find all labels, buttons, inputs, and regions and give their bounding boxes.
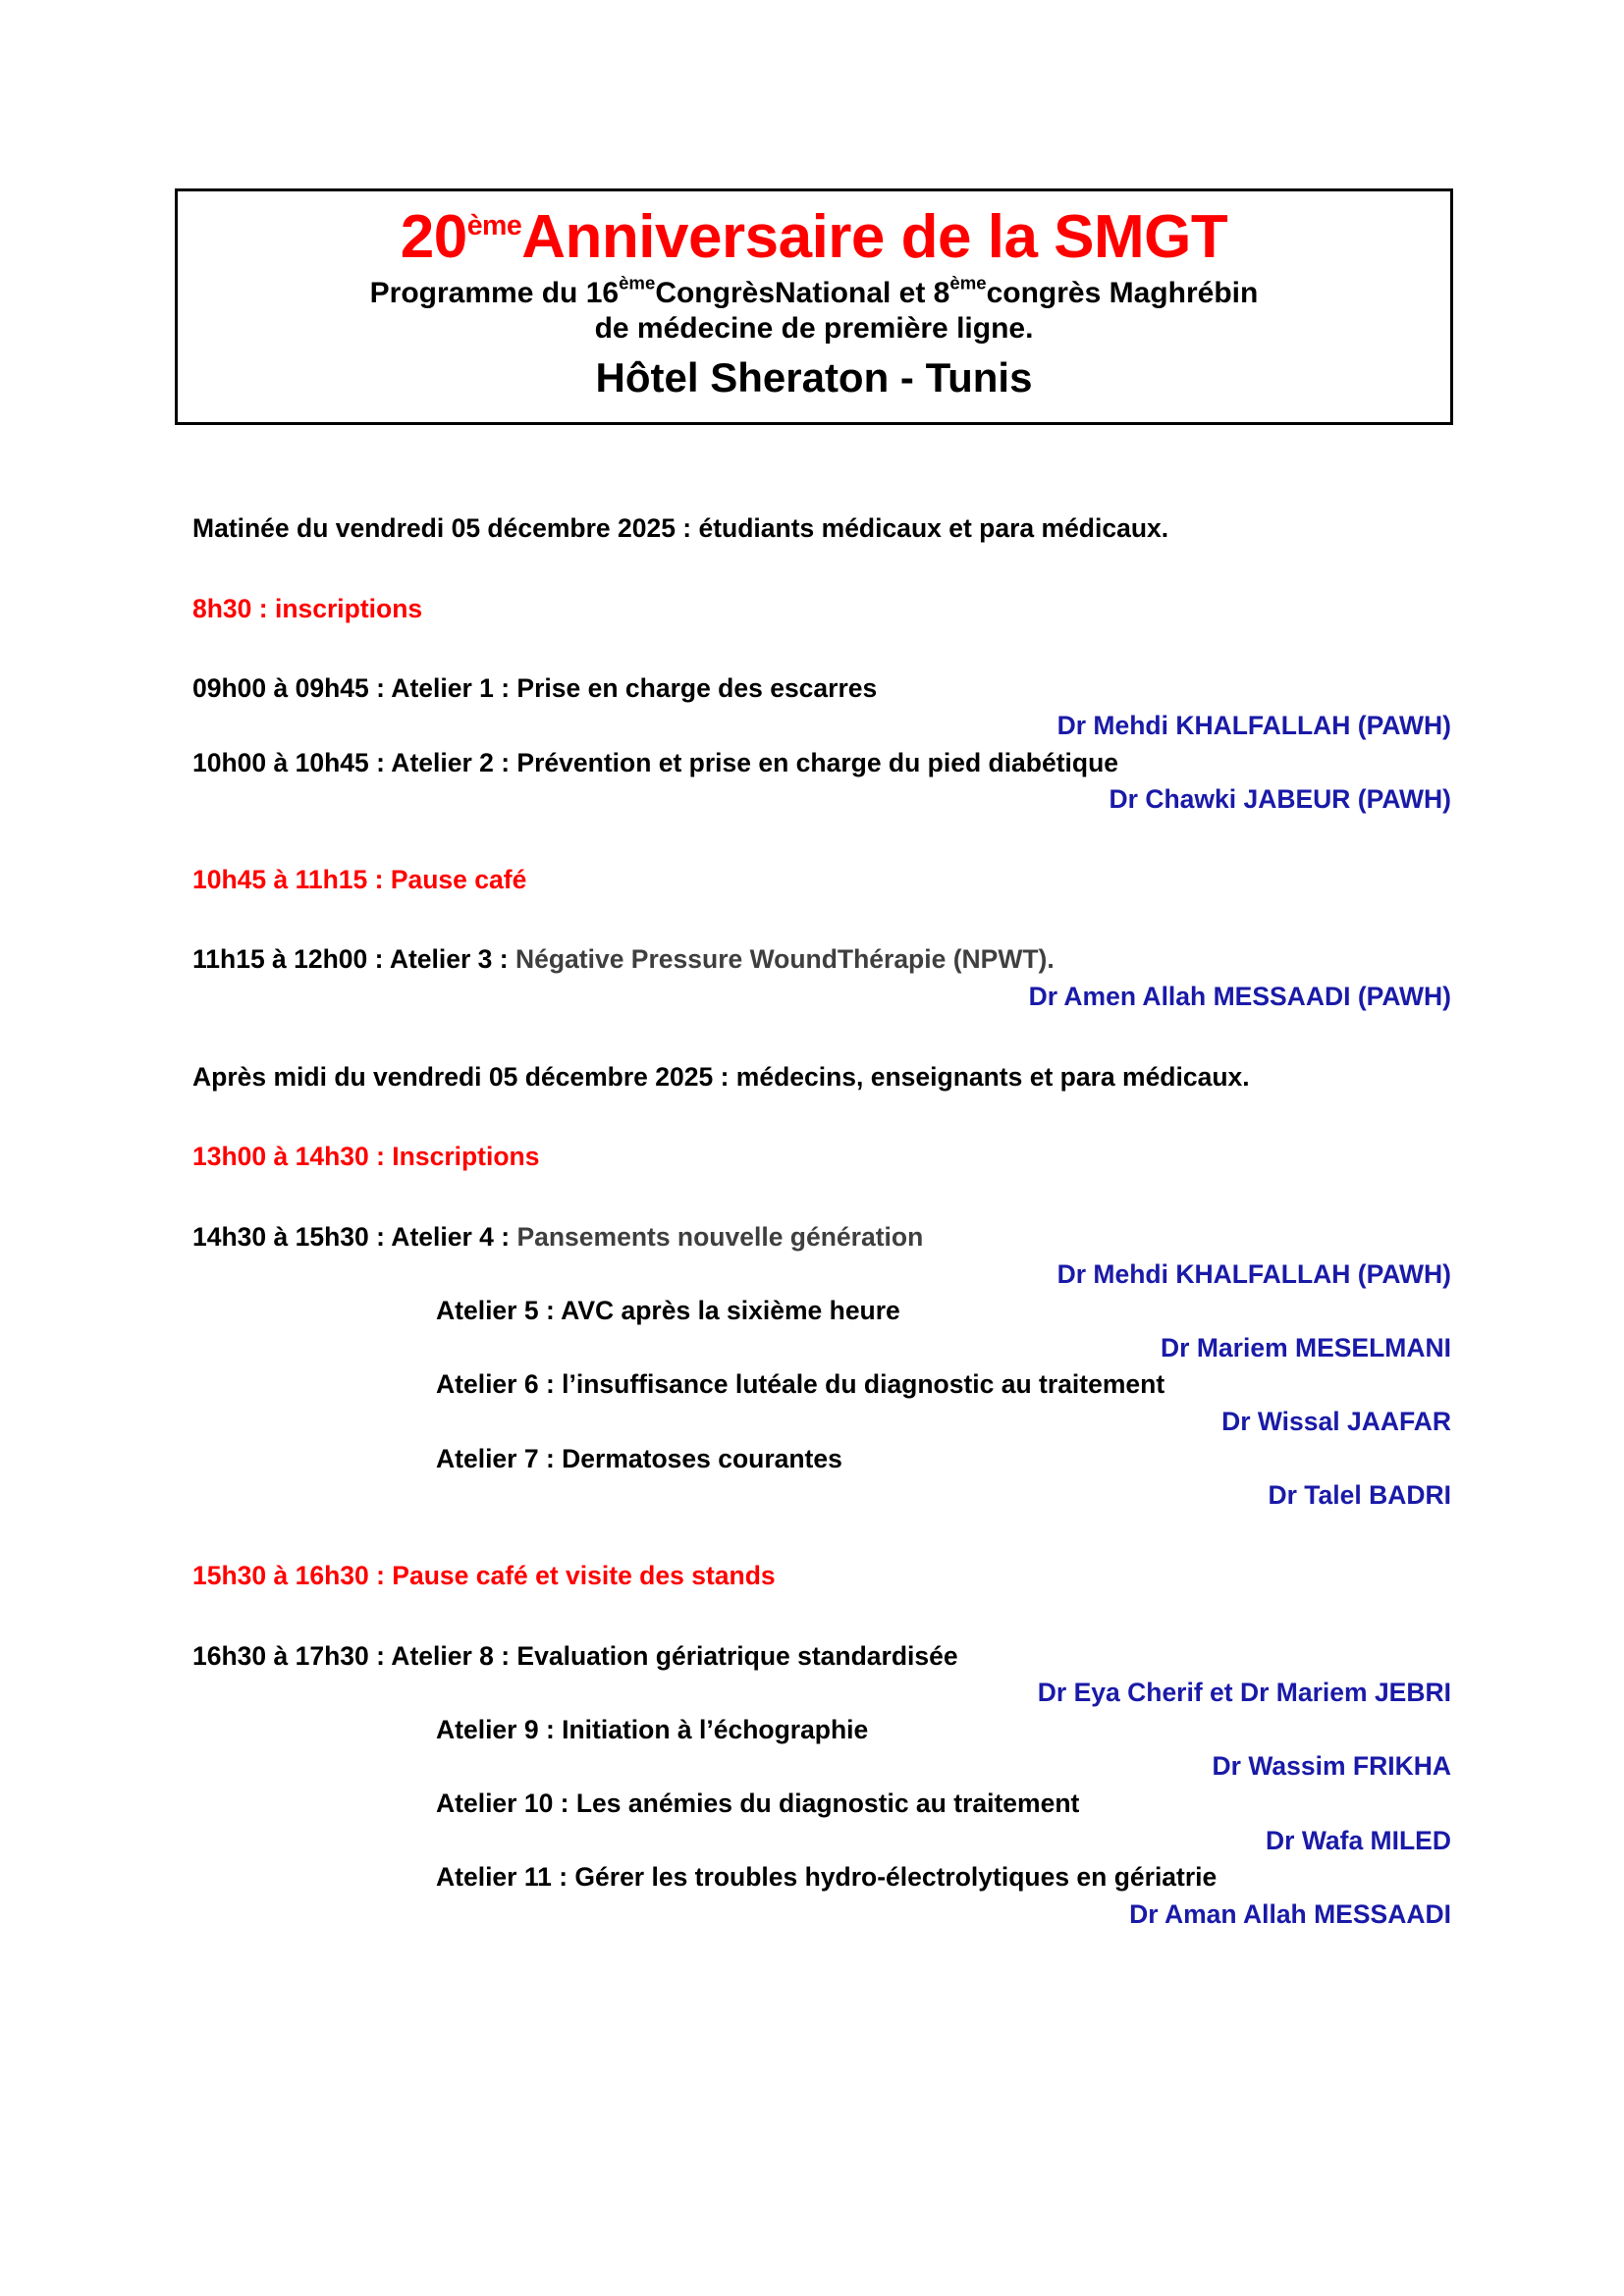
subtitle-part1: Programme du 16 (369, 276, 620, 309)
morning-registration: 8h30 : inscriptions (192, 593, 423, 623)
programme-content (192, 510, 1459, 1934)
header-subtitle-line1 (191, 272, 1436, 312)
morning-session-3-prefix: 11h15 à 12h00 : Atelier 3 : (192, 944, 515, 975)
morning-session-3-topic: Négative Pressure WoundThérapie (NPWT). (514, 944, 1055, 975)
spacer (192, 1176, 1459, 1219)
subtitle-ordinal-1: ème (619, 272, 656, 294)
afternoon-coffee-break: 15h30 à 16h30 : Pause café et visite des stands (192, 1560, 776, 1590)
afternoon-speaker-7: Dr Talel BADRI (1268, 1480, 1451, 1511)
page-title (191, 205, 1436, 270)
morning-speaker-1: Dr Mehdi KHALFALLAH (PAWH) (1056, 710, 1451, 740)
afternoon-registration: 13h00 à 14h30 : Inscriptions (192, 1142, 540, 1172)
afternoon-speaker-10: Dr Wafa MILED (1266, 1825, 1451, 1855)
header-banner (175, 188, 1453, 425)
morning-speaker-2: Dr Chawki JABEUR (PAWH) (1109, 784, 1451, 815)
afternoon-speaker-5: Dr Mariem MESELMANI (1161, 1332, 1451, 1362)
title-ordinal-suffix: ème (466, 210, 522, 242)
subtitle-part2: CongrèsNational et 8 (655, 276, 950, 309)
spacer (192, 1595, 1459, 1638)
afternoon-speaker-6: Dr Wissal JAAFAR (1221, 1407, 1451, 1436)
spacer (192, 819, 1459, 862)
morning-session-2: 10h00 à 10h45 : Atelier 2 : Prévention et prise en charge du pied diabétique (192, 747, 1119, 777)
spacer (192, 898, 1459, 941)
afternoon-session-8: 16h30 à 17h30 : Atelier 8 : Evaluation gériatrique standardisée (192, 1640, 958, 1671)
spacer (192, 1016, 1459, 1059)
afternoon-session-6: Atelier 6 : l’insuffisance lutéale du diagnostic au traitement (436, 1369, 1165, 1400)
morning-heading: Matinée du vendredi 05 décembre 2025 : étudiants médicaux et para médicaux. (192, 513, 1169, 543)
header-subtitle-line2: de médecine de première ligne. (594, 312, 1034, 346)
morning-speaker-3: Dr Amen Allah MESSAADI (PAWH) (1028, 982, 1451, 1011)
header-venue: Hôtel Sheraton - Tunis (595, 353, 1033, 400)
morning-session-1: 09h00 à 09h45 : Atelier 1 : Prise en charge des escarres (192, 673, 878, 704)
afternoon-heading: Après midi du vendredi 05 décembre 2025 : médecins, enseignants et para médicaux. (192, 1061, 1250, 1092)
afternoon-session-4-prefix: 14h30 à 15h30 : Atelier 4 : (192, 1221, 517, 1252)
spacer (192, 1515, 1459, 1558)
afternoon-session-5: Atelier 5 : AVC après la sixième heure (436, 1296, 900, 1326)
afternoon-session-10: Atelier 10 : Les anémies du diagnostic au traitement (436, 1789, 1080, 1818)
subtitle-ordinal-2: ème (949, 272, 987, 294)
afternoon-session-9: Atelier 9 : Initiation à l’échographie (436, 1714, 869, 1744)
afternoon-session-11: Atelier 11 : Gérer les troubles hydro-électrolytiques en gériatrie (436, 1862, 1218, 1893)
afternoon-session-4 (192, 1219, 1459, 1256)
afternoon-session-7: Atelier 7 : Dermatoses courantes (436, 1443, 842, 1473)
subtitle-part3: congrès Maghrébin (986, 276, 1259, 309)
spacer (192, 548, 1459, 591)
spacer (192, 1095, 1459, 1139)
morning-session-3 (192, 941, 1459, 979)
spacer (192, 627, 1459, 670)
afternoon-speaker-11: Dr Aman Allah MESSAADI (1129, 1898, 1451, 1929)
morning-coffee-break: 10h45 à 11h15 : Pause café (192, 864, 527, 894)
title-number: 20 (400, 203, 467, 271)
afternoon-speaker-8: Dr Eya Cherif et Dr Mariem JEBRI (1037, 1678, 1451, 1708)
afternoon-session-4-topic: Pansements nouvelle génération (516, 1221, 924, 1252)
afternoon-speaker-4: Dr Mehdi KHALFALLAH (PAWH) (1056, 1258, 1451, 1289)
afternoon-speaker-9: Dr Wassim FRIKHA (1212, 1751, 1451, 1782)
title-rest: Anniversaire de la SMGT (521, 203, 1228, 271)
